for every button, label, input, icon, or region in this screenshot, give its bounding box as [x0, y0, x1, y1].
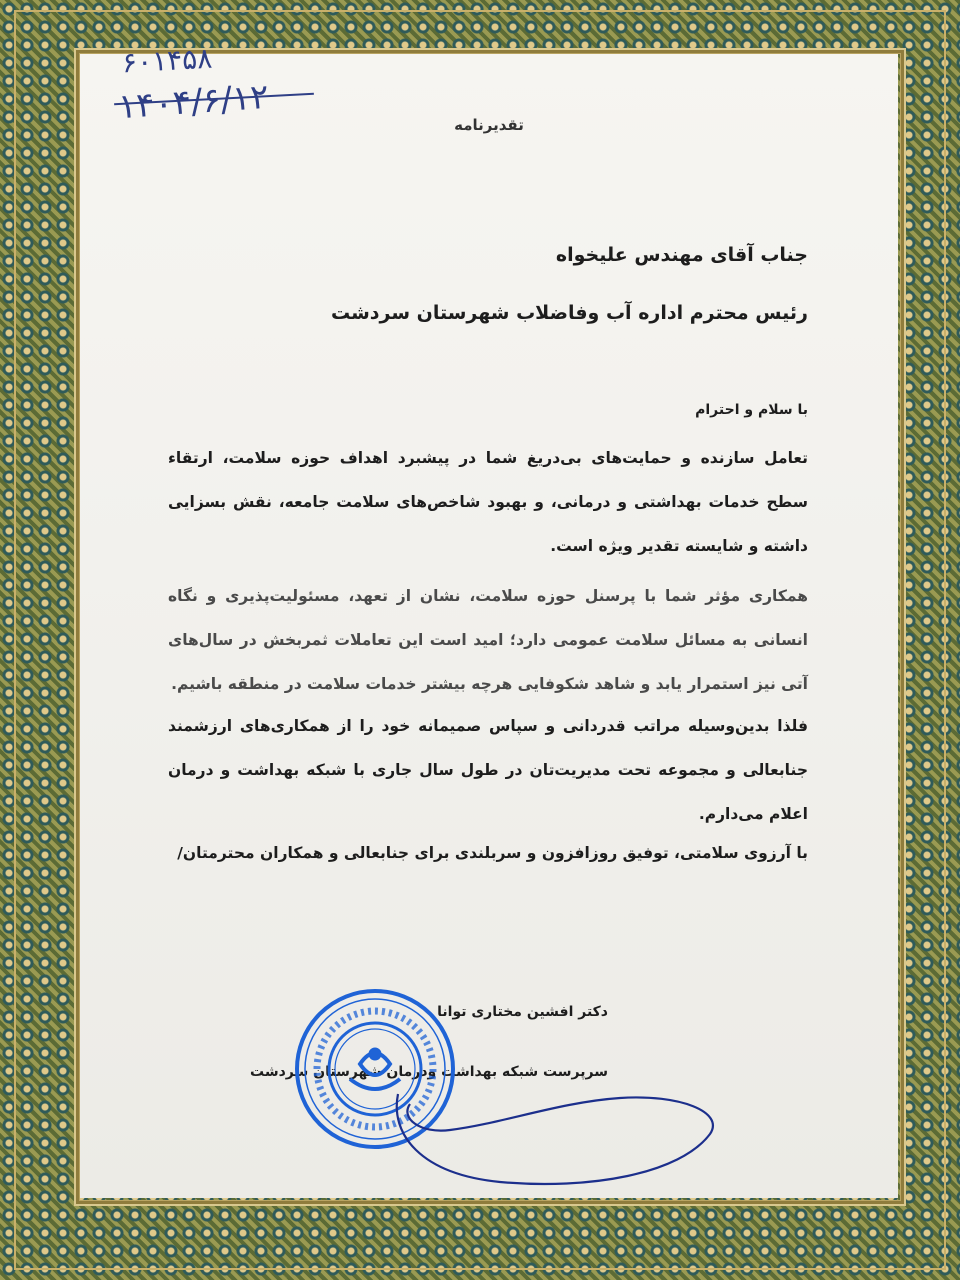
signer-name: دکتر افشین مختاری توانا [437, 1004, 608, 1020]
signer-title: سرپرست شبکه بهداشت ودرمان شهرستان سردشت [250, 1064, 608, 1080]
greeting: با سلام و احترام [695, 402, 808, 418]
letter-paper [80, 41, 898, 1198]
body-paragraph-3: فلذا بدین‌وسیله مراتب قدردانی و سپاس صمیمانه خود را از همکاری‌های ارزشمند جنابعالی و مجموعه تحت مدیریت‌تان در طول سال جاری با شبکه بهداشت و درمان اعلام می‌دارم. [168, 717, 808, 823]
body-paragraph-1: تعامل سازنده و حمایت‌های بی‌دریغ شما در پیشبرد اهداف حوزه سلامت، ارتقاء سطح خدمات بهداشتی و درمانی، و بهبود شاخص‌های سلامت جامعه، نقش بسزایی داشته و شایسته تقدیر ویژه است. [168, 449, 808, 555]
handwritten-letter-number: ۶۰۱۴۵۸ [121, 41, 214, 80]
closing-wishes: با آرزوی سلامتی، توفیق روزافزون و سربلندی برای جنابعالی و همکاران محترمتان/ [177, 844, 808, 862]
handwritten-date: ۱۴۰۴/۶/۱۲ [116, 76, 270, 128]
signature-scribble [380, 1064, 720, 1194]
recipient-name: جناب آقای مهندس علیخواه [555, 244, 808, 266]
recipient-title: رئیس محترم اداره آب وفاضلاب شهرستان سردشت [330, 302, 808, 324]
body-paragraph-2: همکاری مؤثر شما با پرسنل حوزه سلامت، نشان از تعهد، مسئولیت‌پذیری و نگاه انسانی به مسائل سلامت عمومی دارد؛ امید است این تعاملات ثمربخش در سال‌های آتی نیز استمرار یابد و شاهد شکوفایی هرچه بیشتر خدمات سلامت در منطقه باشیم. [168, 587, 808, 693]
document-title: تقدیرنامه [454, 116, 524, 134]
